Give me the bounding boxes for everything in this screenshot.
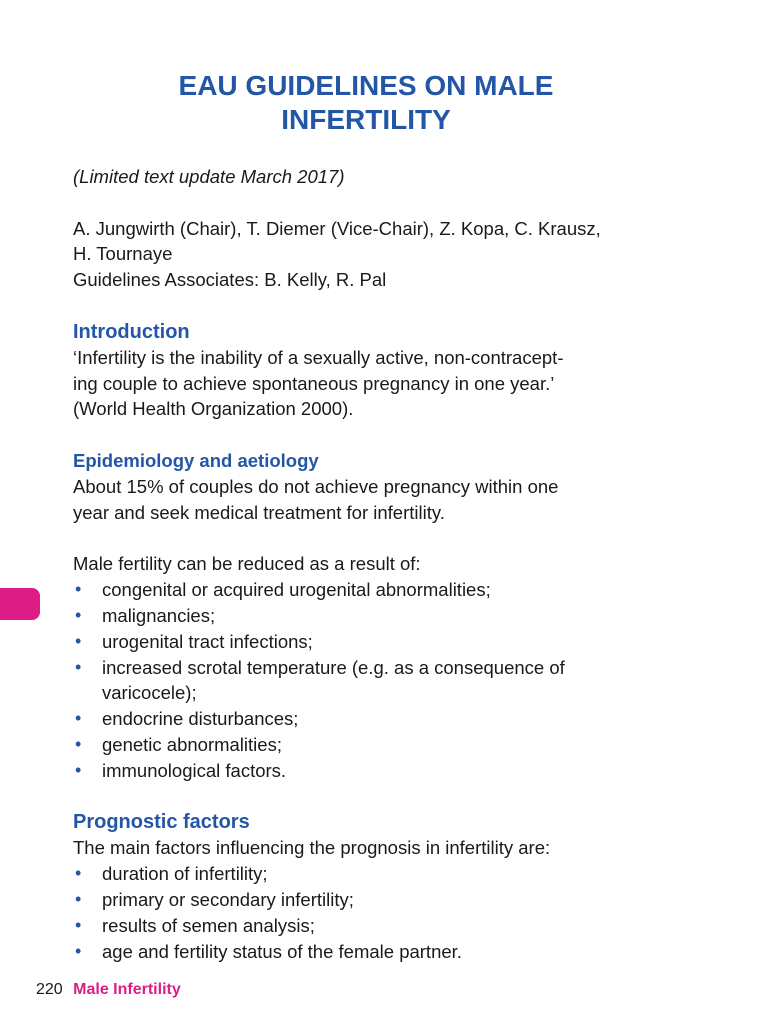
list-item: • results of semen analysis;	[73, 913, 653, 939]
list-item: • malignancies;	[73, 603, 653, 629]
introduction-line: ‘Infertility is the inability of a sexually active, non-contracept-	[73, 346, 564, 368]
associates-line: Guidelines Associates: B. Kelly, R. Pal	[73, 269, 387, 291]
list-item: • genetic abnormalities;	[73, 732, 653, 758]
page-number: 220	[36, 981, 63, 998]
authors-line: A. Jungwirth (Chair), T. Diemer (Vice-Chair), Z. Kopa, C. Krausz,	[73, 217, 601, 239]
footer-section-title: Male Infertility	[73, 981, 181, 998]
chapter-tab-marker	[0, 588, 40, 620]
fertility-list-intro: Male fertility can be reduced as a result of:	[73, 553, 421, 575]
prognostic-factors-list	[73, 861, 653, 964]
epidemiology-heading: Epidemiology and aetiology	[73, 449, 319, 471]
page-footer	[36, 980, 181, 1000]
list-item: • urogenital tract infections;	[73, 629, 653, 655]
authors-block	[73, 216, 653, 293]
spacer	[73, 190, 653, 216]
list-item: • increased scrotal temperature (e.g. as a consequence of varicocele);	[73, 655, 653, 707]
list-item: • congenital or acquired urogenital abnormalities;	[73, 577, 653, 603]
list-item: • age and fertility status of the female partner.	[73, 939, 653, 965]
list-item: • primary or secondary infertility;	[73, 887, 653, 913]
introduction-heading: Introduction	[73, 320, 190, 343]
spacer	[73, 422, 653, 448]
epidemiology-line: About 15% of couples do not achieve pregnancy within one	[73, 475, 559, 497]
prognostic-intro: The main factors influencing the prognosis in infertility are:	[73, 837, 551, 859]
list-item: • endocrine disturbances;	[73, 706, 653, 732]
fertility-factors-list	[73, 577, 653, 783]
spacer	[73, 293, 653, 319]
spacer	[73, 526, 653, 552]
spacer	[73, 784, 653, 810]
main-content	[73, 164, 653, 964]
epidemiology-line: year and seek medical treatment for infertility.	[73, 501, 445, 523]
title-line-1: EAU GUIDELINES ON MALE	[178, 69, 554, 101]
page-title	[0, 69, 732, 137]
update-note: (Limited text update March 2017)	[73, 166, 345, 187]
list-item: • immunological factors.	[73, 758, 653, 784]
authors-line: H. Tournaye	[73, 243, 173, 265]
list-item: • duration of infertility;	[73, 861, 653, 887]
introduction-line: ing couple to achieve spontaneous pregnancy in one year.’	[73, 372, 555, 394]
introduction-line: (World Health Organization 2000).	[73, 398, 354, 420]
introduction-text	[73, 345, 653, 422]
prognostic-heading: Prognostic factors	[73, 811, 250, 834]
epidemiology-text	[73, 474, 653, 526]
title-line-2: INFERTILITY	[281, 103, 451, 135]
